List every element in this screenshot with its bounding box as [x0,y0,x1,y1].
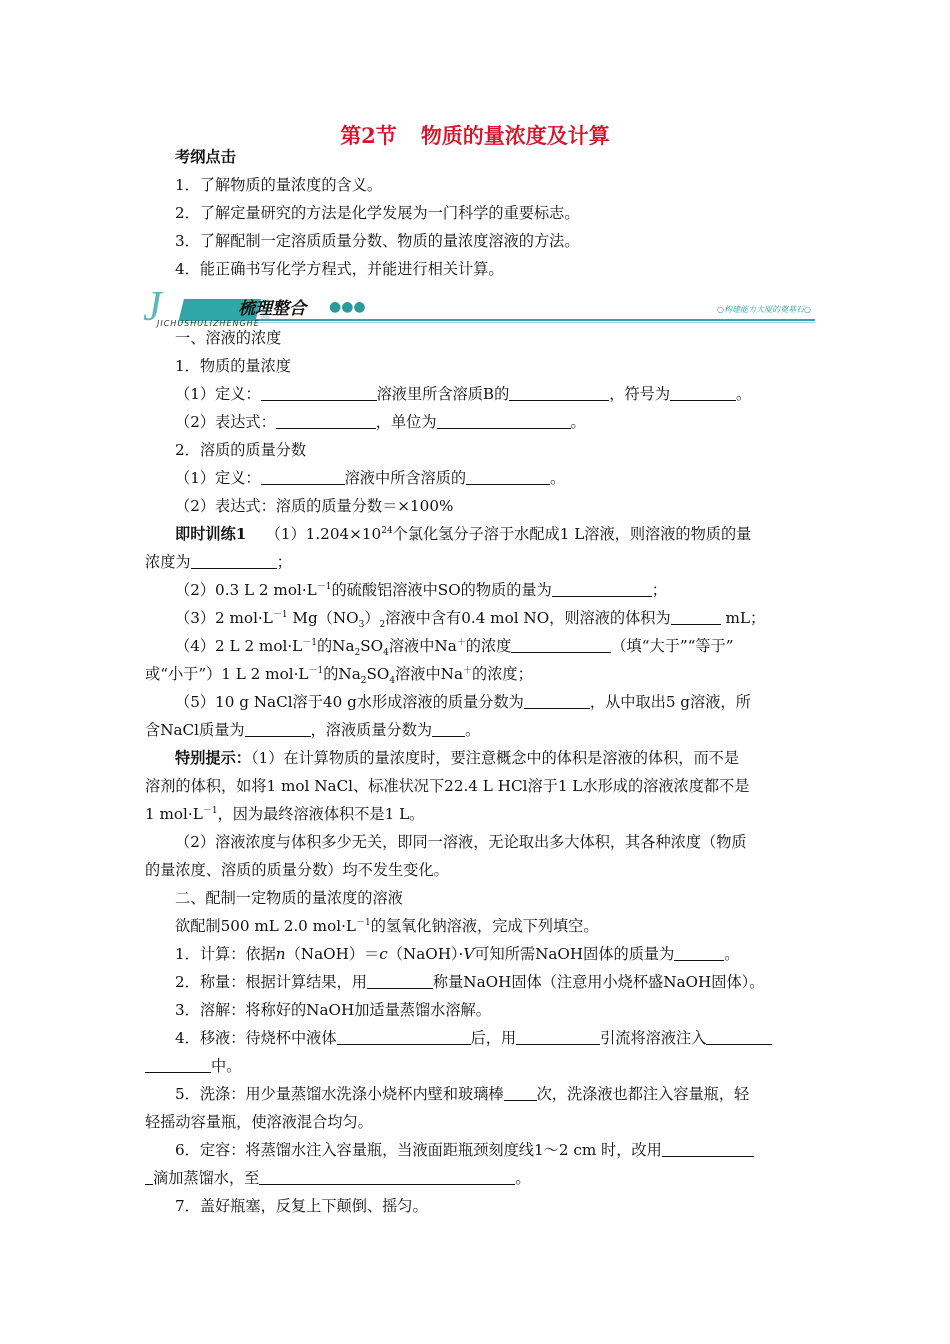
blank [437,410,571,429]
drill-q3: （3）2 $mol\cdot L^{-1}$ $Mg(NO_3)_2$溶液中含有0.4 mol NO，则溶液的体积为 mL； [175,604,810,632]
s1-p1-definition: （1）定义： 溶液里所含溶质B的 ，符号为 。 [175,380,810,408]
blank [674,942,724,961]
section-number: 第2节 [340,123,397,148]
blank [261,382,377,401]
blank [367,970,433,989]
blank [259,1166,515,1185]
s2-step5: 5．洗涤：用少量蒸馏水洗涤小烧杯内壁和玻璃棒 次，洗涤液也都注入容量瓶，轻 [175,1080,810,1108]
s2-heading: 二、配制一定物质的量浓度的溶液 [175,889,403,907]
kaogang-item: 3．了解配制一定溶质质量分数、物质的量浓度溶液的方法。 [175,232,580,250]
banner-pinyin: JICHUSHULIZHENGHE [157,319,260,328]
banner-letter-logo: J [143,284,162,330]
drill-q4-cont: 或“小于”）1 L 2 $mol\cdot L^{-1}$的$Na_2SO_4$溶液中Na＋的浓度； [145,665,533,687]
blank [670,382,736,401]
kaogang-item: 4．能正确书写化学方程式，并能进行相关计算。 [175,260,504,278]
kaogang-heading: 考纲点击 [175,148,236,166]
blank [511,634,611,653]
kaogang-item: 1．了解物质的量浓度的含义。 [175,176,383,194]
banner-rule-thin [179,322,815,323]
blank [509,382,609,401]
s1-p1-expression: （2）表达式： ，单位为 。 [175,408,810,436]
s2-step1: 1．计算：依据n（NaOH）＝c（NaOH）·V可知所需NaOH固体的质量为 。 [175,940,810,968]
blank [466,466,550,485]
tip-line: 特别提示：（1）在计算物质的量浓度时，要注意概念中的体积是溶液的体积，而不是 [175,749,740,767]
blank [662,1138,754,1157]
drill-q5: （5）10 g NaCl溶于40 g水形成溶液的质量分数为 ，从中取出5 g溶液，所 [175,688,810,716]
blank [145,1054,211,1073]
s1-p1-title: 1．物质的量浓度 [175,357,291,375]
blank [245,718,311,737]
s2-intro: 欲配制500 mL 2.0 $mol\cdot L^{-1}$的氢氧化钠溶液，完成下列填空。 [175,917,599,935]
drill-q2: （2）0.3 L 2 $mol\cdot L^{-1}$的硫酸铝溶液中SO的物质的量为 ； [175,576,810,604]
s2-step4: 4．移液：待烧杯中液体 后，用 引流将溶液注入 [175,1024,810,1052]
banner-tagline: ○构建能力大厦的奠基石○ [717,305,811,314]
blank [524,690,590,709]
s2-step2: 2．称量：根据计算结果，用 称量NaOH固体（注意用小烧杯盛NaOH固体）。 [175,968,810,996]
blank [276,410,376,429]
drill-q5-cont: 含NaCl质量为 ，溶液质量分数为 。 [145,716,810,744]
blank [516,1026,600,1045]
blank [432,718,465,737]
s1-p2-title: 2．溶质的质量分数 [175,441,307,459]
s2-step6: 6．定容：将蒸馏水注入容量瓶，当液面距瓶颈刻度线1～2 cm 时，改用 [175,1136,810,1164]
tip-line: （2）溶液浓度与体积多少无关，即同一溶液，无论取出多大体积，其各种浓度（物质 [175,833,747,851]
s2-step6-cont: 滴加蒸馏水，至 。 [145,1164,810,1192]
blank [261,466,345,485]
banner-rule [179,319,815,321]
drill-q1-cont: 浓度为 ； [145,548,810,576]
s1-heading: 一、溶液的浓度 [175,329,282,347]
s2-step7: 7．盖好瓶塞，反复上下颠倒、摇匀。 [175,1197,428,1215]
s1-p2-expression: （2）表达式：溶质的质量分数＝×100% [175,497,454,515]
tip-line: 1 $mol\cdot L^{-1}$，因为最终溶液体积不是1 L。 [145,805,425,823]
blank [671,606,721,625]
blank [706,1026,772,1045]
s2-step3: 3．溶解：将称好的NaOH加适量蒸馏水溶解。 [175,1001,491,1019]
s2-step4-cont: 中。 [145,1052,810,1080]
drill-q4: （4）2 L 2 $mol\cdot L^{-1}$的$Na_2SO_4$溶液中Na＋的浓度 （填“大于”“等于” [175,632,810,660]
banner-label: 梳理整合 [238,299,306,319]
tip-line: 的量浓度、溶质的质量分数）均不发生变化。 [145,861,449,879]
drill-label: 即时训练1 [175,525,247,543]
blank [504,1082,537,1101]
s1-p2-definition: （1）定义： 溶液中所含溶质的 。 [175,464,810,492]
blank [145,1166,153,1185]
blank [191,550,277,569]
tip-label: 特别提示： [175,749,251,767]
banner-dots: ●●● [329,299,366,315]
blank [552,578,652,597]
tip-line: 溶剂的体积，如将1 mol NaCl、标准状况下22.4 L HCl溶于1 L水形成的溶液浓度都不是 [145,777,750,795]
drill-q1: 即时训练1 $(1)1.204\times 10^{24}$个氯化氢分子溶于水配成1 L溶液，则溶液的物质的量 [175,525,752,543]
s2-step5-cont: 轻摇动容量瓶，使溶液混合均匀。 [145,1113,373,1131]
kaogang-item: 2．了解定量研究的方法是化学发展为一门科学的重要标志。 [175,204,580,222]
blank [337,1026,471,1045]
section-title: 物质的量浓度及计算 [420,123,610,148]
